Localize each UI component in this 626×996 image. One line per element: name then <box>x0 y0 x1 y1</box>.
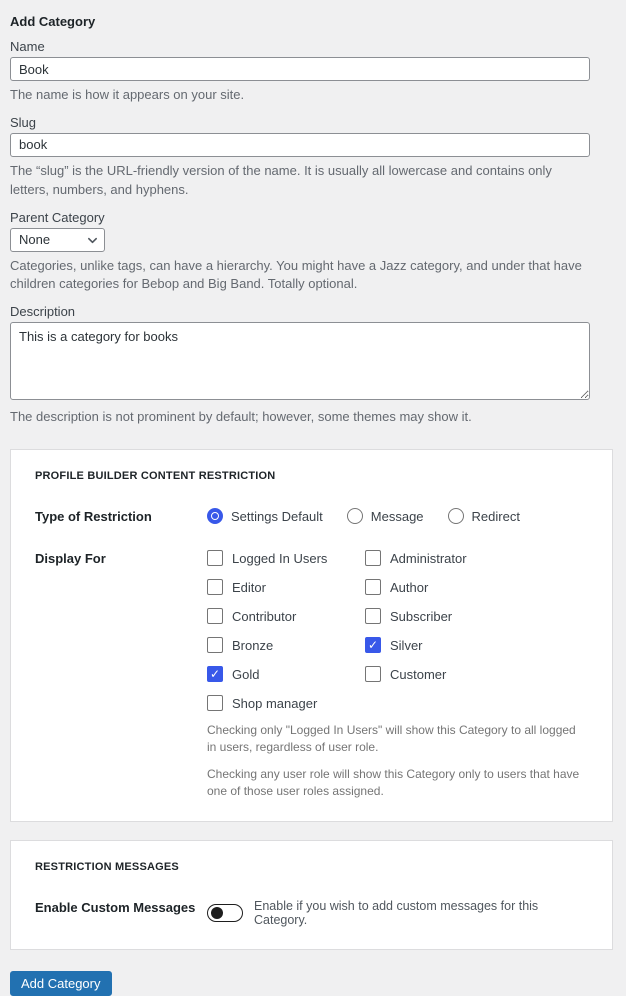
radio-redirect[interactable] <box>448 508 520 524</box>
page-title: Add Category <box>10 14 96 29</box>
checkbox-silver[interactable] <box>365 637 588 653</box>
add-category-button[interactable]: Add Category <box>10 971 112 996</box>
checkbox-icon[interactable] <box>207 608 223 624</box>
radio-button-icon[interactable] <box>448 508 464 524</box>
checkbox-label: Silver <box>390 637 423 653</box>
enable-custom-messages-label: Enable Custom Messages <box>35 900 196 916</box>
enable-custom-messages-toggle[interactable] <box>207 904 243 922</box>
radio-message[interactable] <box>347 508 424 524</box>
checkbox-icon[interactable] <box>207 666 223 682</box>
check-icon: ✓ <box>367 638 379 653</box>
radio-label: Message <box>370 508 424 524</box>
slug-field-group <box>10 115 626 200</box>
restriction-type-radio-group <box>207 508 520 524</box>
checkbox-subscriber[interactable] <box>365 608 588 624</box>
check-icon: ✓ <box>209 667 221 682</box>
checkbox-gold[interactable] <box>207 666 365 682</box>
checkbox-label: Customer <box>390 666 447 682</box>
checkbox-bronze[interactable] <box>207 637 365 653</box>
restriction-messages-panel <box>10 840 613 950</box>
checkbox-icon[interactable] <box>207 579 223 595</box>
radio-label: Redirect <box>471 508 520 524</box>
checkbox-icon[interactable] <box>365 550 381 566</box>
checkbox-icon[interactable] <box>365 637 381 653</box>
display-for-help-1: Checking only "Logged In Users" will show this Category to all logged in users, regardless of user role. <box>207 723 576 754</box>
checkbox-label: Subscriber <box>390 608 453 624</box>
checkbox-label: Gold <box>232 666 260 682</box>
toggle-knob-icon <box>211 907 223 919</box>
checkbox-label: Administrator <box>390 550 467 566</box>
checkbox-contributor[interactable] <box>207 608 365 624</box>
parent-category-label: Parent Category <box>10 209 105 225</box>
display-for-label: Display For <box>35 551 106 567</box>
checkbox-editor[interactable] <box>207 579 365 595</box>
checkbox-label: Shop manager <box>232 695 318 711</box>
enable-custom-messages-row <box>35 899 588 927</box>
description-help-text: The description is not prominent by default; however, some themes may show it. <box>10 409 472 425</box>
description-field-group <box>10 304 626 427</box>
checkbox-shop-manager[interactable] <box>207 695 365 711</box>
checkbox-administrator[interactable] <box>365 550 588 566</box>
radio-button-icon[interactable] <box>207 508 223 524</box>
checkbox-icon[interactable] <box>207 637 223 653</box>
name-label: Name <box>10 39 45 54</box>
parent-category-field-group <box>10 210 626 295</box>
display-for-row <box>35 550 588 711</box>
description-textarea[interactable] <box>10 322 590 400</box>
name-help-text: The name is how it appears on your site. <box>10 87 245 102</box>
checkbox-label: Contributor <box>232 608 297 624</box>
checkbox-icon[interactable] <box>365 666 381 682</box>
content-restriction-panel-title: PROFILE BUILDER CONTENT RESTRICTION <box>35 470 276 483</box>
checkbox-author[interactable] <box>365 579 588 595</box>
type-of-restriction-row <box>35 508 588 524</box>
slug-input[interactable] <box>10 133 590 157</box>
checkbox-logged-in-users[interactable] <box>207 550 365 566</box>
parent-category-help-text: Categories, unlike tags, can have a hierarchy. You might have a Jazz category, and under that have children categories for Bebop and Big Band. Totally optional. <box>10 257 582 292</box>
slug-label: Slug <box>10 114 37 130</box>
radio-label: Settings Default <box>231 508 323 524</box>
display-for-checkbox-grid <box>207 550 588 711</box>
checkbox-label: Bronze <box>232 637 274 653</box>
type-of-restriction-label: Type of Restriction <box>35 509 152 525</box>
restriction-messages-panel-title: RESTRICTION MESSAGES <box>35 861 179 874</box>
description-label: Description <box>10 304 76 320</box>
enable-custom-messages-help: Enable if you wish to add custom messages for this Category. <box>254 899 539 928</box>
parent-category-select[interactable] <box>10 228 105 252</box>
name-field-group <box>10 39 626 105</box>
checkbox-customer[interactable] <box>365 666 588 682</box>
name-input[interactable] <box>10 57 590 81</box>
checkbox-icon[interactable] <box>207 695 223 711</box>
checkbox-icon[interactable] <box>365 608 381 624</box>
radio-settings-default[interactable] <box>207 508 323 524</box>
display-for-help-2: Checking any user role will show this Category only to users that have one of those user roles assigned. <box>207 767 580 798</box>
checkbox-label: Editor <box>232 579 266 595</box>
checkbox-label: Logged In Users <box>232 550 328 566</box>
content-restriction-panel <box>10 449 613 822</box>
checkbox-icon[interactable] <box>207 550 223 566</box>
radio-button-icon[interactable] <box>347 508 363 524</box>
slug-help-text: The “slug” is the URL-friendly version of the name. It is usually all lowercase and contains only letters, numbers, and hyphens. <box>10 162 552 197</box>
checkbox-label: Author <box>390 579 429 595</box>
checkbox-icon[interactable] <box>365 579 381 595</box>
